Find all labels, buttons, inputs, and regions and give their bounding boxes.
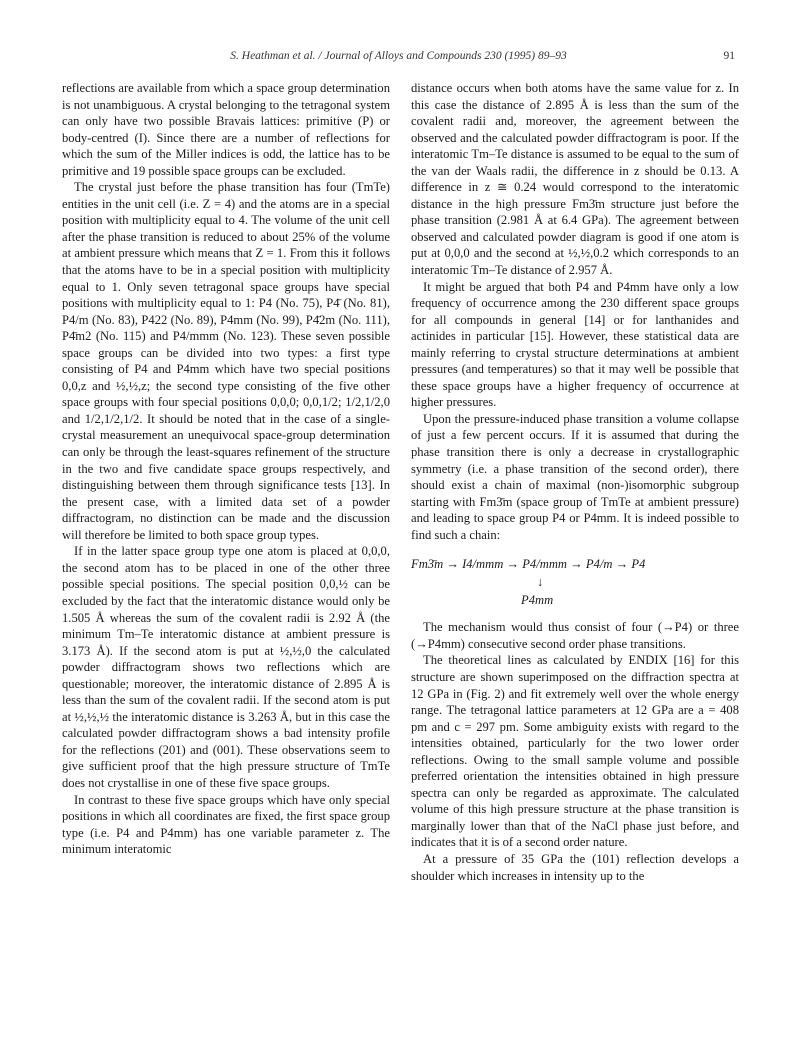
paragraph: The mechanism would thus consist of four (→P4) or three (→P4mm) consecutive second order phase transitions. [411, 620, 739, 651]
paragraph: reflections are available from which a space group determination is not unambiguous. A crystal belonging to the tetragonal system can only have two possible Bravais lattices: primitive (P) or body-centred (I). Since there are a number of reflections for which the sum of the Miller indices is odd, the lattice has to be primitive and 19 possible space groups can be excluded. [62, 81, 390, 178]
journal-citation: S. Heathman et al. / Journal of Alloys and Compounds 230 (1995) 89–93 [230, 50, 567, 62]
equation-down-arrow: ↓ [537, 575, 544, 590]
paragraph: The crystal just before the phase transition has four (TmTe) entities in the unit cell (i.e. Z = 4) and the atoms are in a special position with multiplicity equal to 4. The volume of the unit cell after the phase transition is reduced to about 25% of the volume at ambient pressure which means that Z = 1. From this it follows that the atoms have to be in a special position with multiplicity equal to 1. Only seven tetragonal space groups have special positions with multiplicity equal to 1: P4 (No. 75), P4̄ (No. 81), P4/m (No. 83), P422 (No. 89), P4mm (No. 99), P4̄2m (No. 111), P4̄m2 (No. 115) and P4/mmm (No. 123). These seven possible space groups can be divided into two types: a first type consisting of P4 and P4mm which have two special positions 0,0,z and ½,½,z; the second type consisting of the five other space groups with four special positions 0,0,0; 0,0,1/2; 1/2,1/2,0 and 1/2,1/2,1/2. It should be noted that in the case of a single-crystal measurement an unequivocal space-group determination can only be through the least-squares refinement of the structure in the two and five candidate space groups respectively, and distinguishing between them through significance tests [13]. In the present case, with a limited data set of a powder diffractogram, no distinction can be made and the discussion will therefore be limited to both space group types. [62, 180, 390, 542]
equation-main-line: Fm3̄m → I4/mmm → P4/mmm → P4/m → P4 [411, 557, 646, 572]
page-number: 91 [723, 50, 735, 62]
paragraph: If in the latter space group type one atom is placed at 0,0,0, the second atom has to be placed in one of the other three possible special positions. The special position 0,0,½ can be excluded by the fact that the interatomic distance would only be 1.505 Å whereas the sum of the covalent radii is 2.92 Å (the minimum Tm–Te interatomic distance at ambient pressure is 3.173 Å). If the second atom is put at ½,½,0 the calculated powder diffractogram shows two reflections which are questionable; moreover, the interatomic distance of 2.895 Å is less than the sum of the covalent radii. If the second atom is put at ½,½,½ the interatomic distance is 3.263 Å, but in this case the calculated powder diffractogram shows a bad intensity profile for the reflections (201) and (001). These observations seem to give sufficient proof that the high pressure structure of TmTe does not crystallise in one of these five space groups. [62, 544, 390, 790]
paragraph: The theoretical lines as calculated by ENDIX [16] for this structure are shown superimposed on the diffraction spectra at 12 GPa in (Fig. 2) and fit extremely well over the whole energy range. The tetragonal lattice parameters at 12 GPa are a = 408 pm and c = 297 pm. Some ambiguity exists with regard to the intensities obtained, particularly for the two lower order reflections. Owing to the small sample volume and possible preferred orientation the intensities obtained in high pressure spectra can only be regarded as approximate. The calculated volume of this high pressure structure at the phase transition is marginally lower than that of the NaCl phase just before, and indicates that it is of a second order nature. [411, 653, 739, 850]
right-column [411, 80, 739, 884]
paragraph: In contrast to these five space groups which have only special positions in which all coordinates are fixed, the first space group type (i.e. P4 and P4mm) has one variable parameter z. The minimum interatomic [62, 792, 390, 857]
running-header [62, 50, 735, 66]
equation-branch: P4mm [521, 593, 554, 608]
subgroup-chain-equation [411, 555, 739, 609]
paragraph: Upon the pressure-induced phase transition a volume collapse of just a few percent occurs. If it is assumed that during the phase transition there is only a decrease in crystallographic symmetry (i.e. a phase transition of the second order), there should exist a chain of maximal (non-)isomorphic subgroup starting with Fm3̄m (space group of TmTe at ambient pressure) and leading to space group P4 or P4mm. It is indeed possible to find such a chain: [411, 411, 739, 542]
left-column [62, 80, 390, 858]
paragraph: distance occurs when both atoms have the same value for z. In this case the distance of 2.895 Å is less than the sum of the covalent radii and, moreover, the agreement between the observed and the calculated powder diffractogram is poor. If the interatomic Tm–Te distance is assumed to be equal to the sum of the van der Waals radii, the difference in z should be 0.13. A difference in z ≅ 0.24 would correspond to the interatomic distance in the high pressure Fm3̄m structure just before the phase transition (2.981 Å at 6.4 GPa). The agreement between observed and calculated powder diagram is good if one atom is put at 0,0,0 and the second at ½,½,0.2 which corresponds to an interatomic Tm–Te distance of 2.957 Å. [411, 81, 739, 278]
paragraph: At a pressure of 35 GPa the (101) reflection develops a shoulder which increases in intensity up to the [411, 851, 739, 883]
paragraph: It might be argued that both P4 and P4mm have only a low frequency of occurrence among the 230 different space groups for all compounds in general [14] or for lanthanides and actinides in particular [15]. However, these statistical data are mainly referring to crystal structure determinations at ambient pressures (and temperatures) so that it may well be possible that these space groups have a higher frequency of occurrence at higher pressures. [411, 279, 739, 410]
